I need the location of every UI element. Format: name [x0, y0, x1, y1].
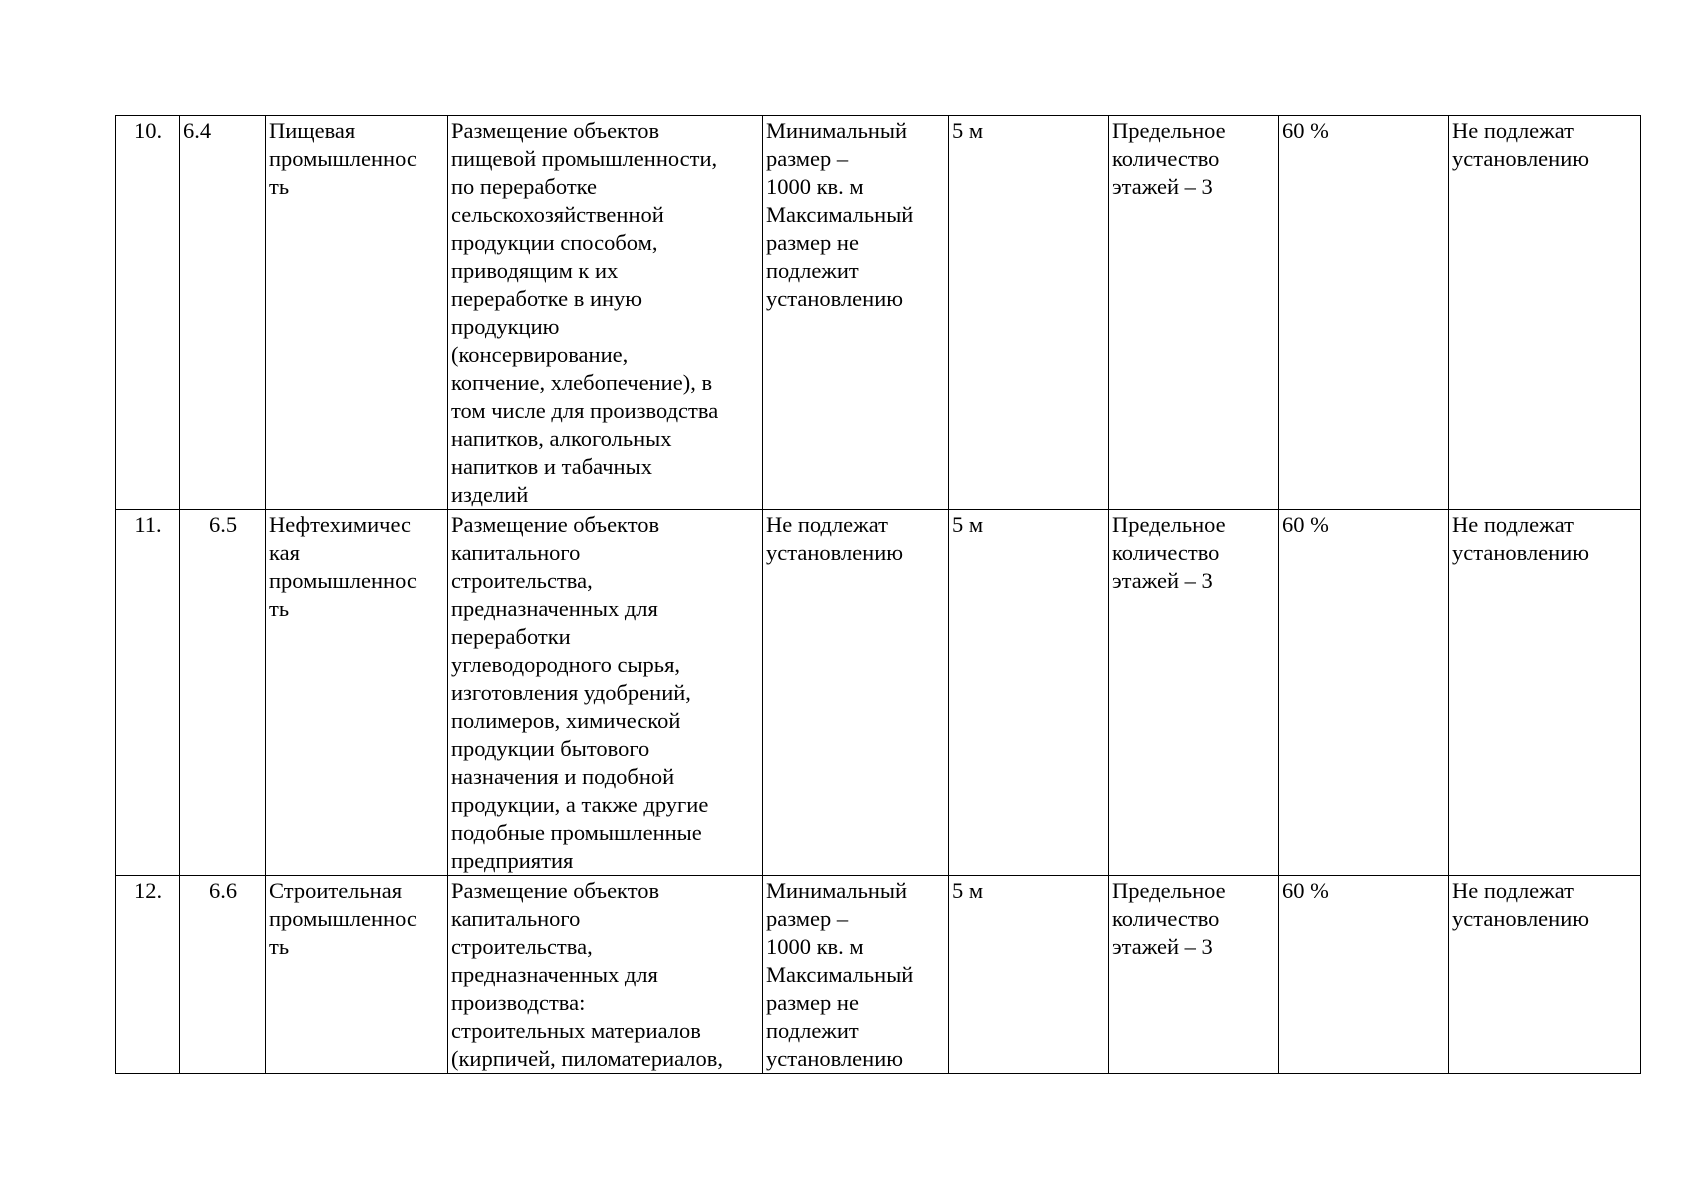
row-number: 12.: [116, 876, 180, 1074]
use-type-description: Размещение объектов капитального строительства, предназначенных для производства: строительных материалов (кирпичей, пиломатериалов,: [448, 876, 763, 1074]
coverage-percent: 60 %: [1279, 116, 1449, 510]
use-type-code: 6.6: [180, 876, 266, 1074]
row-number: 10.: [116, 116, 180, 510]
use-type-code: 6.5: [180, 510, 266, 876]
other-parameters: Не подлежат установлению: [1449, 510, 1641, 876]
minimum-setback: 5 м: [949, 116, 1109, 510]
use-type-name: Строительная промышленнос ть: [266, 876, 448, 1074]
floor-limit: Предельное количество этажей – 3: [1109, 116, 1279, 510]
use-type-code: 6.4: [180, 116, 266, 510]
floor-limit: Предельное количество этажей – 3: [1109, 510, 1279, 876]
table-row: [116, 116, 1641, 510]
plot-size-limits: Не подлежат установлению: [763, 510, 949, 876]
table-row: [116, 876, 1641, 1074]
minimum-setback: 5 м: [949, 510, 1109, 876]
plot-size-limits: Минимальный размер – 1000 кв. м Максимальный размер не подлежит установлению: [763, 116, 949, 510]
plot-size-limits: Минимальный размер – 1000 кв. м Максимальный размер не подлежит установлению: [763, 876, 949, 1074]
use-type-description: Размещение объектов капитального строительства, предназначенных для переработки углеводородного сырья, изготовления удобрений, полимеров, химической продукции бытового назначения и подобной продукции, а также другие подобные промышленные предприятия: [448, 510, 763, 876]
coverage-percent: 60 %: [1279, 876, 1449, 1074]
land-use-regulations-table: [115, 115, 1641, 1074]
use-type-description: Размещение объектов пищевой промышленности, по переработке сельскохозяйственной продукции способом, приводящим к их переработке в иную продукцию (консервирование, копчение, хлебопечение), в том числе для производства напитков, алкогольных напитков и табачных изделий: [448, 116, 763, 510]
table-row: [116, 510, 1641, 876]
floor-limit: Предельное количество этажей – 3: [1109, 876, 1279, 1074]
use-type-name: Пищевая промышленнос ть: [266, 116, 448, 510]
other-parameters: Не подлежат установлению: [1449, 116, 1641, 510]
row-number: 11.: [116, 510, 180, 876]
use-type-name: Нефтехимичес кая промышленнос ть: [266, 510, 448, 876]
coverage-percent: 60 %: [1279, 510, 1449, 876]
other-parameters: Не подлежат установлению: [1449, 876, 1641, 1074]
minimum-setback: 5 м: [949, 876, 1109, 1074]
